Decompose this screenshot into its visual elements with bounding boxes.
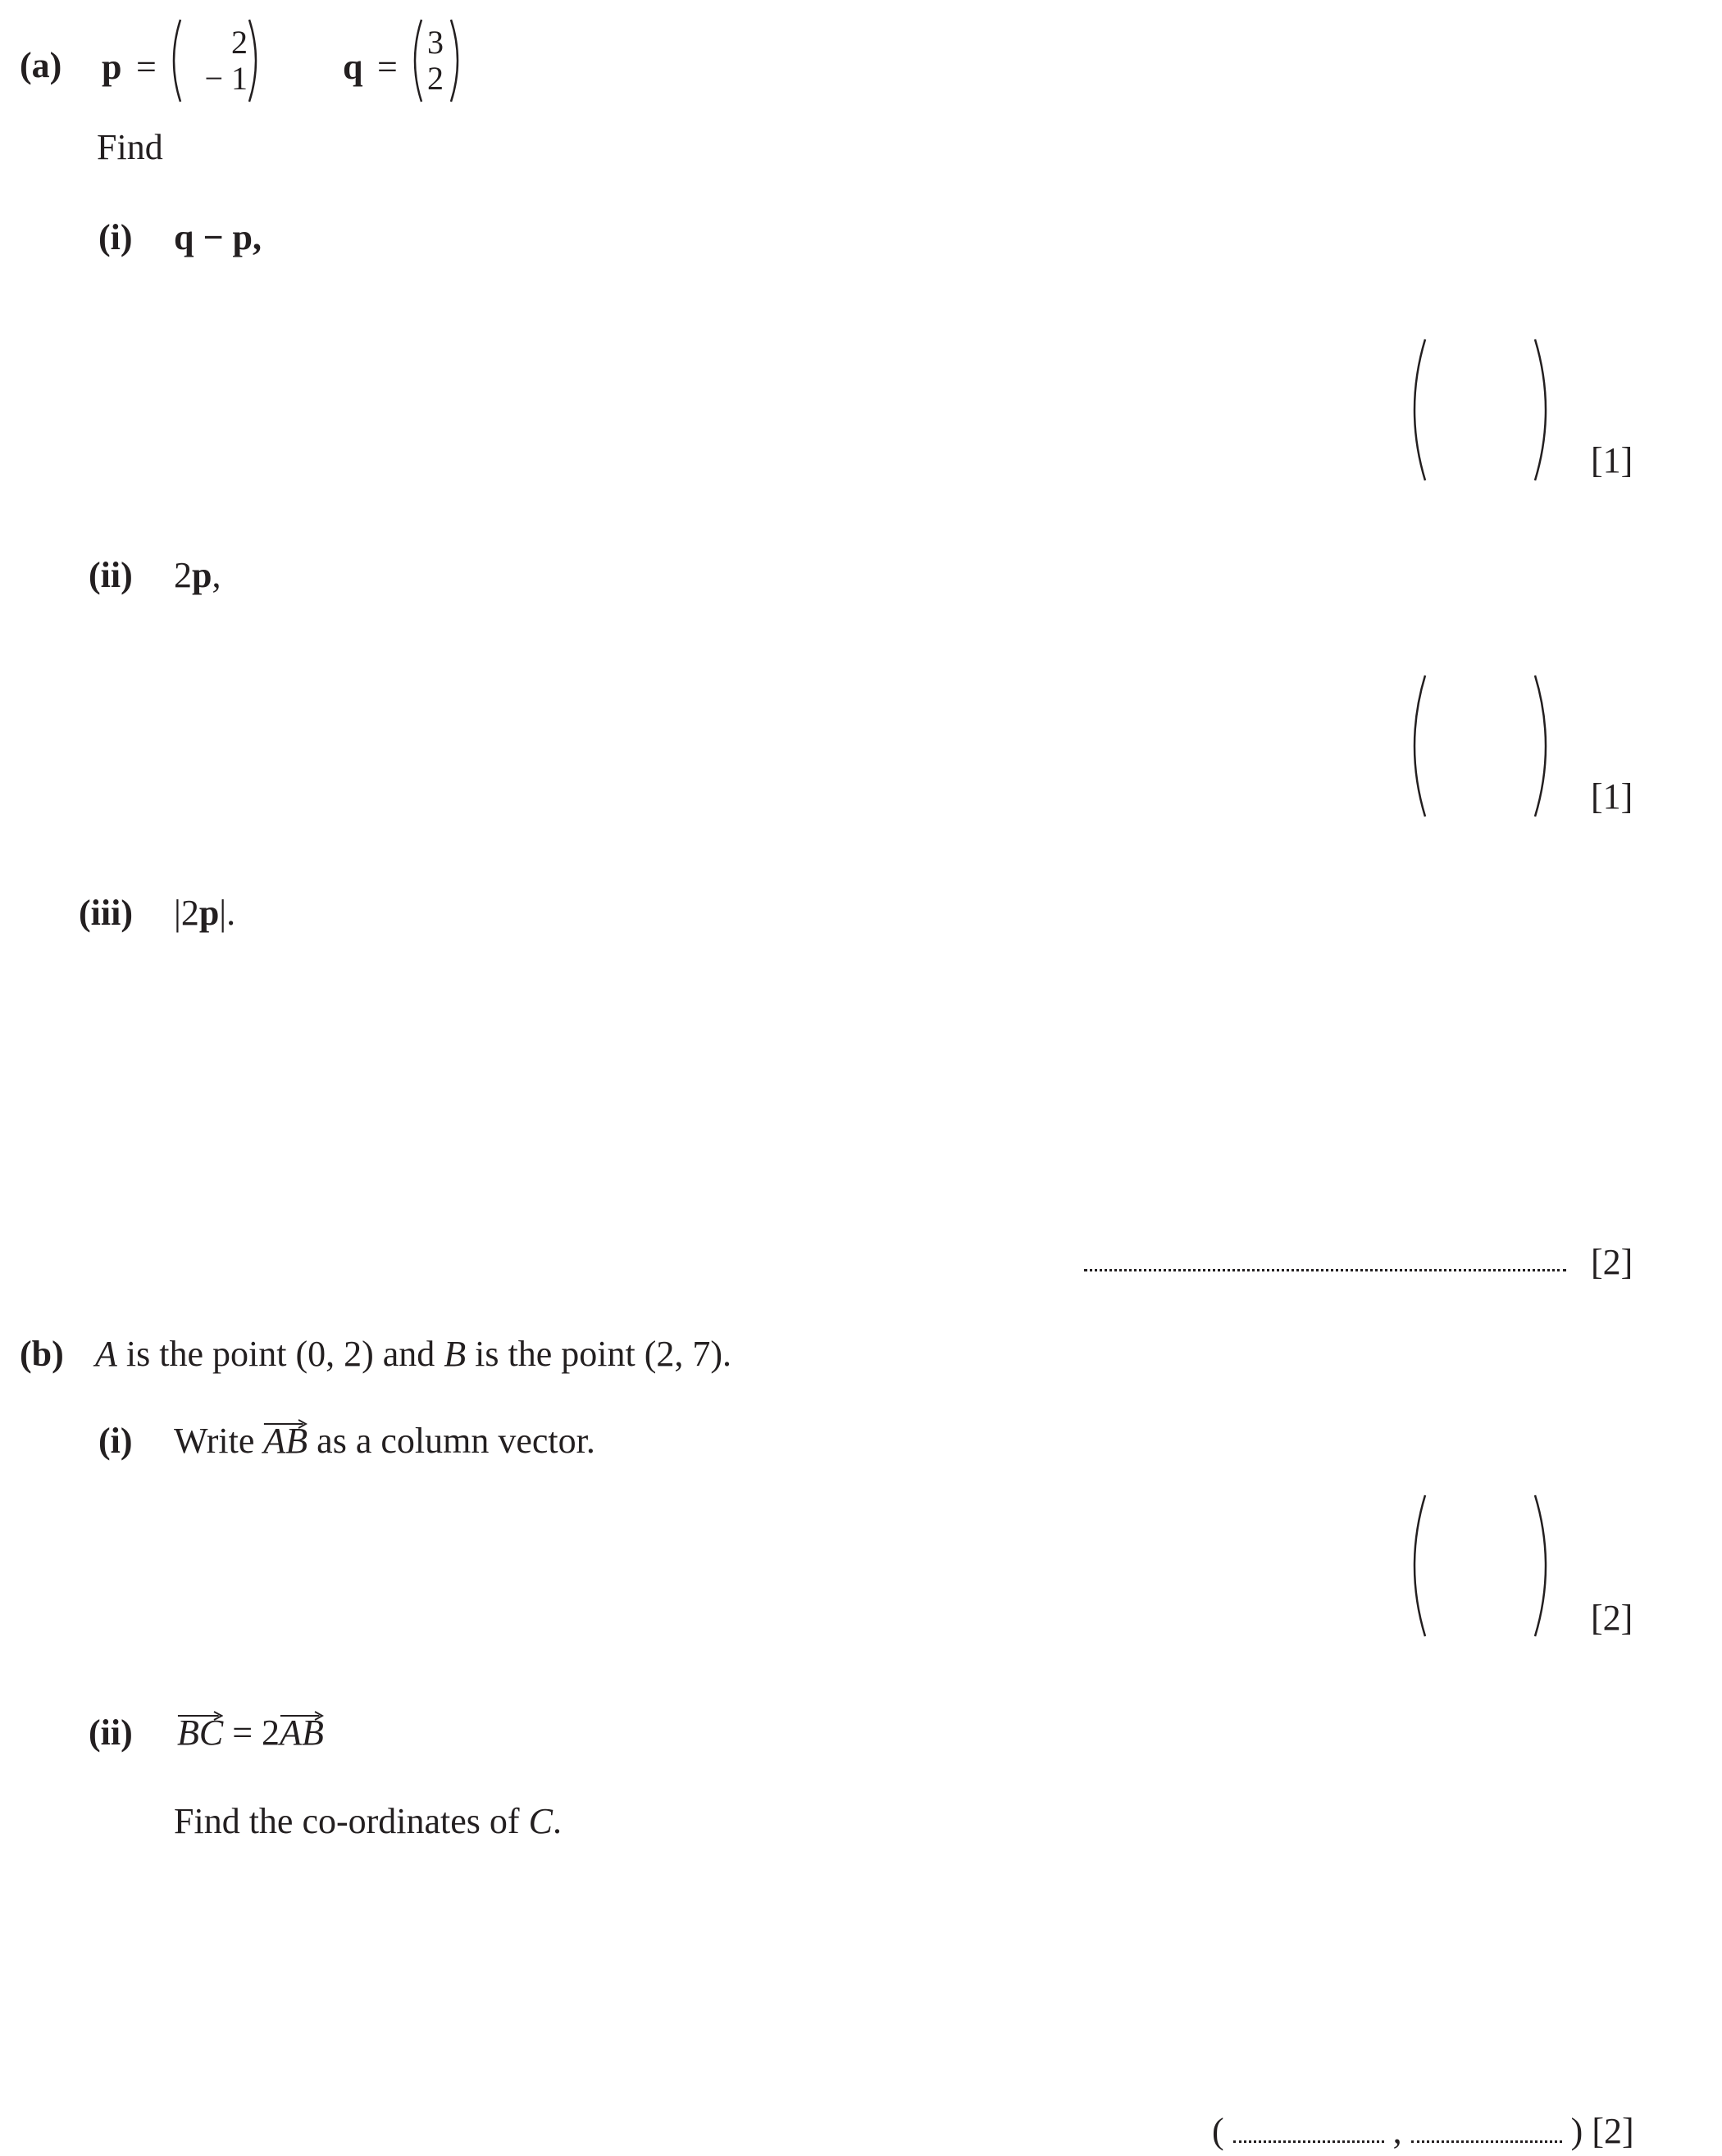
answer-column-vector-a-ii[interactable] (1402, 672, 1558, 820)
coefficient: 2 (174, 555, 192, 595)
write-text: Write (174, 1421, 264, 1461)
vector-q-components (421, 25, 449, 97)
marks-b-ii: [2] (1592, 2111, 1634, 2151)
coordinates-answer (1212, 2113, 1634, 2149)
right-paren-icon (246, 18, 264, 103)
statement-text-2: is the point (2, 7). (466, 1334, 732, 1374)
part-b-label: (b) (20, 1334, 64, 1374)
vector-p-bottom: − 1 (204, 60, 248, 97)
vector-p: p (192, 555, 212, 595)
part-a-iii-expression (174, 895, 235, 931)
vector-p-components (180, 25, 248, 97)
vector-q-top: 3 (427, 24, 444, 61)
part-b-ii-find (174, 1803, 562, 1840)
vector-bc: BC (177, 1715, 223, 1751)
marks-a-ii: [1] (1591, 776, 1633, 816)
answer-line-a-iii[interactable] (1084, 1246, 1566, 1271)
vector-arrow-icon (263, 1418, 308, 1430)
part-b-i-label: (i) (98, 1421, 133, 1461)
point-a: A (95, 1334, 117, 1374)
part-b-i-text (174, 1423, 595, 1459)
equals-sign: = (136, 47, 157, 87)
y-coordinate-answer-line[interactable] (1411, 2140, 1562, 2143)
marks-a-i: [1] (1591, 440, 1633, 480)
punctuation: . (226, 893, 236, 933)
vector-q-name: q (343, 47, 363, 87)
find-instruction: Find (97, 127, 163, 167)
point-c: C (528, 1801, 553, 1841)
vector-p-top: 2 (231, 24, 248, 61)
part-a-iii-label: (iii) (79, 893, 133, 933)
right-paren-icon (448, 18, 466, 103)
vector-ab: AB (280, 1715, 324, 1751)
statement-text-1: is the point (0, 2) and (116, 1334, 444, 1374)
part-a-i-expression: q − p, (174, 217, 262, 257)
point-b: B (444, 1334, 467, 1374)
equals-sign: = (377, 47, 398, 87)
abs-bar-close: | (219, 893, 227, 933)
part-b-ii-equation (177, 1715, 324, 1751)
abs-bar-open: | (174, 893, 181, 933)
x-coordinate-answer-line[interactable] (1233, 2140, 1384, 2143)
equals-two: = 2 (223, 1713, 280, 1753)
period: . (552, 1801, 562, 1841)
part-a-ii-label: (ii) (89, 555, 133, 595)
punctuation: , (212, 555, 221, 595)
answer-column-vector-a-i[interactable] (1402, 336, 1558, 484)
vector-ab: AB (263, 1423, 308, 1459)
vector-p-name: p (102, 47, 122, 87)
part-a-i-label: (i) (98, 217, 133, 257)
vector-q-bottom: 2 (427, 60, 444, 97)
rest-text: as a column vector. (308, 1421, 595, 1461)
marks-a-iii: [2] (1591, 1242, 1633, 1282)
part-b-statement (95, 1336, 731, 1372)
part-b-ii-label: (ii) (89, 1713, 133, 1753)
vector-p: p (198, 893, 220, 933)
open-paren: ( (1212, 2111, 1224, 2151)
coefficient: 2 (180, 893, 199, 933)
part-a-label: (a) (20, 45, 62, 85)
part-a-ii-expression (174, 557, 221, 594)
find-text: Find the co-ordinates of (174, 1801, 529, 1841)
close-paren: ) (1570, 2111, 1583, 2151)
answer-brackets-icon (1402, 672, 1558, 820)
coordinate-comma: , (1392, 2111, 1402, 2151)
marks-b-i: [2] (1591, 1598, 1633, 1638)
answer-brackets-icon (1402, 336, 1558, 484)
vector-arrow-icon (177, 1710, 223, 1722)
answer-column-vector-b-i[interactable] (1402, 1492, 1558, 1640)
vector-arrow-icon (280, 1710, 324, 1722)
answer-brackets-icon (1402, 1492, 1558, 1640)
